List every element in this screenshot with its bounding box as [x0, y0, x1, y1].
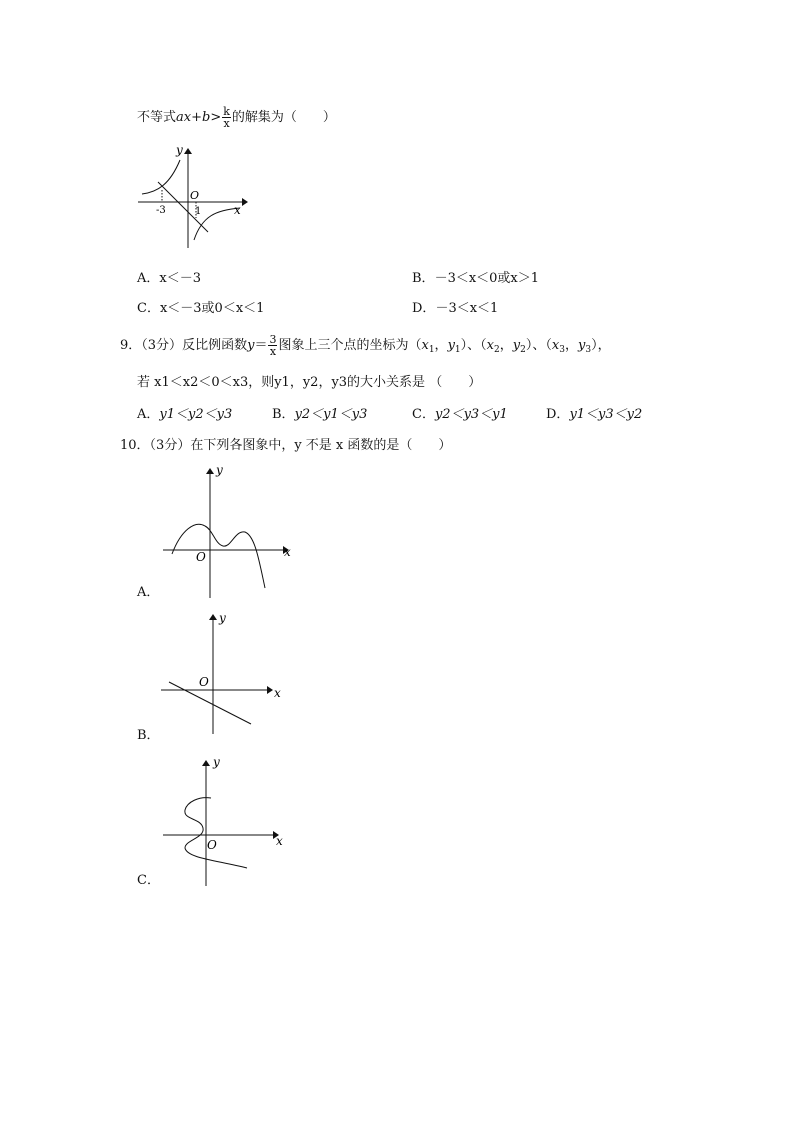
q9-x1: x	[421, 338, 429, 353]
q9-option-b[interactable]	[272, 406, 367, 424]
q9-y: y	[247, 338, 255, 353]
q9-stem-a: 反比例函数	[182, 338, 248, 353]
q9-y1-sub: 1	[454, 345, 461, 355]
q8-option-c-letter: C．	[137, 301, 160, 316]
q8-option-d[interactable]	[412, 300, 498, 318]
q10-score: （3分）	[149, 438, 191, 453]
q8-option-d-text: －3＜x＜1	[435, 301, 499, 316]
q8-frac-num: k	[223, 105, 230, 118]
q10-number: 10．	[120, 438, 150, 453]
q10b-origin-label: O	[199, 675, 209, 689]
q8-stem	[137, 106, 336, 129]
q8-x-label: x	[234, 203, 241, 217]
q8-origin-label: O	[190, 189, 200, 202]
q9-x3-sub: 3	[559, 345, 565, 355]
q9-option-c-text: y2＜y3＜y1	[434, 407, 508, 422]
q9-score: （3分）	[141, 338, 183, 353]
q10b-x-arrow	[267, 686, 273, 694]
q10a-y-arrow	[206, 468, 214, 474]
q10b-line	[169, 682, 251, 724]
q9-y3-sub: 3	[585, 345, 592, 355]
q8-option-c[interactable]	[137, 300, 264, 318]
q9-option-a-text: y1＜y2＜y3	[159, 407, 233, 422]
q10c-y-arrow	[202, 760, 210, 766]
q8-option-b-letter: B．	[412, 271, 435, 286]
q9-option-d-text: y1＜y3＜y2	[569, 407, 643, 422]
q10-option-b[interactable]	[137, 727, 160, 745]
q8-gt: >	[210, 110, 222, 125]
q8-option-b-text: －3＜x＜0或x＞1	[434, 271, 540, 286]
q8-option-d-letter: D．	[412, 301, 436, 316]
q9-option-c-letter: C．	[412, 407, 435, 422]
q9-eq: ＝	[254, 338, 268, 353]
q9-fraction	[268, 334, 277, 357]
q9-sep2: ）、（	[525, 338, 552, 353]
q9-comma1: ，	[434, 338, 448, 353]
q10a-y-label: y	[216, 463, 223, 477]
q10b-y-arrow	[209, 614, 217, 620]
q8-hyperbola-upper	[142, 160, 180, 194]
q10b-x-label: x	[274, 686, 281, 700]
q10-option-c-letter: C．	[137, 873, 160, 888]
q10-graph-b	[155, 606, 305, 738]
q10c-y-label: y	[213, 755, 220, 769]
q10-stem-text: 在下列各图象中，y 不是 x 函数的是（ ）	[190, 438, 452, 453]
q9-option-a-letter: A．	[137, 407, 160, 422]
q8-frac-den: x	[223, 117, 230, 130]
q10c-origin-label: O	[207, 838, 217, 852]
q10-graph-a	[155, 460, 305, 602]
q9-number: 9．	[120, 338, 142, 353]
q9-y1: y	[447, 338, 455, 353]
q10-stem	[120, 437, 451, 455]
q10a-x-label: x	[284, 545, 291, 559]
q9-y3: y	[577, 338, 586, 353]
q8-y-arrow	[184, 148, 192, 154]
q9-comma2: ，	[499, 338, 513, 353]
q9-frac-den: x	[269, 345, 277, 358]
q8-tick-1: 1	[195, 206, 202, 217]
q9-x1-sub: 1	[428, 345, 435, 355]
q9-x2: x	[486, 338, 495, 353]
q8-x-arrow	[242, 198, 248, 206]
q9-sep1: ）、（	[460, 338, 487, 353]
q9-condition: 若 x1＜x2＜0＜x3，则y1，y2，y3的大小关系是 （ ）	[137, 375, 482, 390]
q9-option-d-letter: D．	[546, 407, 570, 422]
q9-end: ），	[591, 338, 611, 353]
q9-stem	[120, 334, 611, 359]
q10-option-b-letter: B．	[137, 728, 160, 743]
q10-option-a[interactable]	[137, 584, 159, 602]
q8-y-label: y	[176, 143, 183, 157]
q8-expr-b: b	[202, 110, 211, 125]
q8-fraction	[222, 106, 231, 129]
q8-option-b[interactable]	[412, 270, 539, 288]
q9-stem-b: 图象上三个点的坐标为（	[278, 338, 422, 353]
q9-comma3: ，	[564, 338, 578, 353]
q10c-curve	[185, 798, 247, 868]
q8-option-a[interactable]	[137, 270, 201, 288]
q10-option-c[interactable]	[137, 872, 160, 890]
q9-frac-num: 3	[269, 333, 277, 346]
q8-stem-suffix: 的解集为（ ）	[231, 110, 336, 125]
q10a-curve	[172, 524, 265, 588]
q8-stem-prefix: 不等式	[137, 110, 177, 125]
q8-expr-ax: ax	[176, 110, 192, 125]
q8-option-a-text: x＜－3	[159, 271, 201, 286]
q9-y2-sub: 2	[520, 345, 526, 355]
q9-option-b-text: y2＜y1＜y3	[294, 407, 368, 422]
q8-option-a-letter: A．	[137, 271, 160, 286]
q9-option-b-letter: B．	[272, 407, 295, 422]
q8-graph	[130, 140, 260, 255]
q10b-y-label: y	[219, 611, 226, 625]
q9-option-c[interactable]	[412, 406, 508, 424]
q10-option-a-letter: A．	[137, 585, 160, 600]
q9-x2-sub: 2	[494, 345, 500, 355]
q9-option-d[interactable]	[546, 406, 642, 424]
q10a-origin-label: O	[196, 550, 206, 564]
q10c-x-label: x	[276, 834, 283, 848]
q8-option-c-text: x＜－3或0＜x＜1	[159, 301, 265, 316]
q8-tick-neg3: -3	[156, 205, 166, 216]
q9-x3: x	[551, 338, 560, 353]
q10-graph-c	[155, 752, 305, 890]
q9-y2: y	[512, 338, 521, 353]
q9-option-a[interactable]	[137, 406, 232, 424]
q8-expr-plus: +	[191, 110, 203, 125]
